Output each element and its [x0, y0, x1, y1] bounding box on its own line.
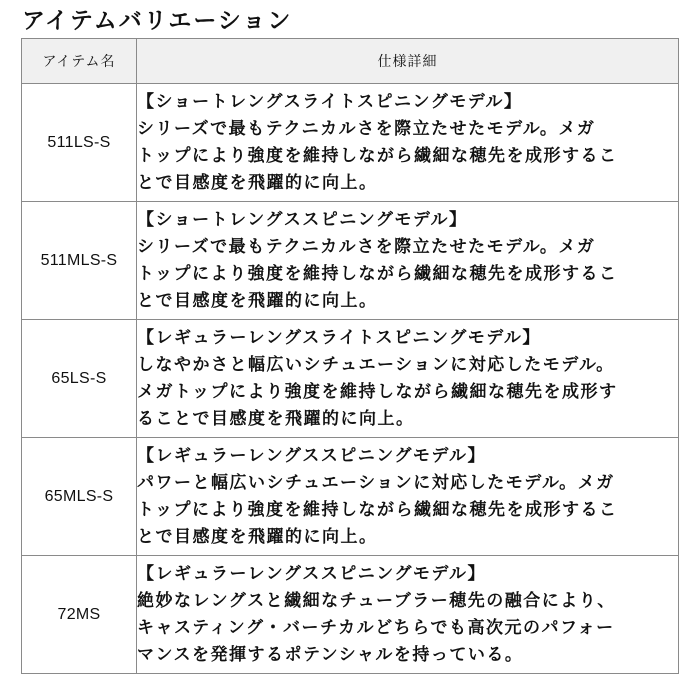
- item-name-cell: 72MS: [22, 556, 137, 674]
- table-row: [22, 320, 679, 438]
- item-name-cell: 511LS-S: [22, 84, 137, 202]
- description-line: とで目感度を飛躍的に向上。: [137, 290, 378, 311]
- spec-detail-cell: [137, 202, 679, 320]
- item-name-cell: 511MLS-S: [22, 202, 137, 320]
- description-line: シリーズで最もテクニカルさを際立たせたモデル。メガ: [137, 236, 596, 257]
- description-line: シリーズで最もテクニカルさを際立たせたモデル。メガ: [137, 118, 596, 139]
- table-row: [22, 202, 679, 320]
- description-line: メガトップにより強度を維持しながら繊細な穂先を成形す: [137, 381, 618, 402]
- description-line: しなやかさと幅広いシチュエーションに対応したモデル。: [137, 354, 615, 375]
- header-item-name: アイテム名: [22, 39, 137, 84]
- page-title: アイテムバリエーション: [22, 8, 293, 34]
- description-line: 絶妙なレングスと繊細なチューブラー穂先の融合により、: [137, 590, 616, 611]
- description-line: とで目感度を飛躍的に向上。: [137, 526, 378, 547]
- description-line: マンスを発揮するポテンシャルを持っている。: [137, 644, 524, 665]
- description-line: トップにより強度を維持しながら繊細な穂先を成形するこ: [137, 145, 618, 166]
- spec-detail-cell: [137, 320, 679, 438]
- table-header-row: [22, 39, 679, 84]
- table-row: [22, 556, 679, 674]
- model-type-heading: 【レギュラーレングスライトスピニングモデル】: [137, 327, 541, 348]
- item-name-cell: 65LS-S: [22, 320, 137, 438]
- table-row: [22, 438, 679, 556]
- spec-detail-cell: [137, 556, 679, 674]
- item-name-cell: 65MLS-S: [22, 438, 137, 556]
- description-line: トップにより強度を維持しながら繊細な穂先を成形するこ: [137, 263, 618, 284]
- spec-detail-cell: [137, 84, 679, 202]
- description-line: パワーと幅広いシチュエーションに対応したモデル。メガ: [137, 472, 615, 493]
- header-spec-detail: 仕様詳細: [137, 39, 679, 84]
- model-type-heading: 【ショートレングススピニングモデル】: [137, 209, 468, 230]
- description-line: キャスティング・バーチカルどちらでも高次元のパフォー: [137, 617, 615, 638]
- model-type-heading: 【ショートレングスライトスピニングモデル】: [137, 91, 523, 112]
- description-line: ることで目感度を飛躍的に向上。: [137, 408, 415, 429]
- model-type-heading: 【レギュラーレングススピニングモデル】: [137, 563, 487, 584]
- spec-detail-cell: [137, 438, 679, 556]
- table-row: [22, 84, 679, 202]
- description-line: トップにより強度を維持しながら繊細な穂先を成形するこ: [137, 499, 618, 520]
- model-type-heading: 【レギュラーレングススピニングモデル】: [137, 445, 487, 466]
- item-variation-table: [21, 38, 679, 674]
- description-line: とで目感度を飛躍的に向上。: [137, 172, 378, 193]
